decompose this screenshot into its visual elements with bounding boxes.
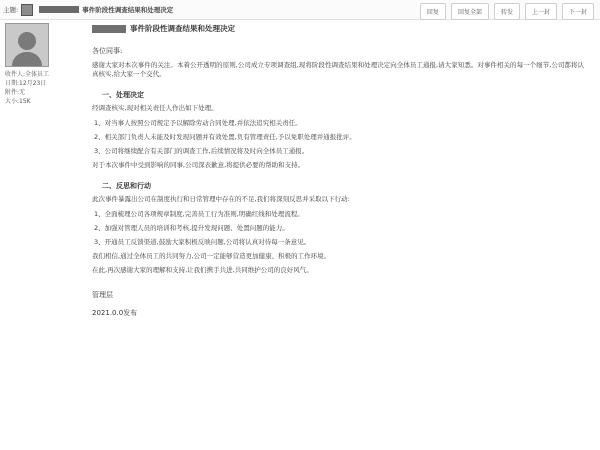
document-title	[92, 23, 584, 34]
decision-item: 3、公司将继续配合有关部门的调查工作,后续情况将及时向全体员工通报。	[94, 147, 309, 156]
meta-recipients: 收件人:全体员工	[5, 71, 50, 78]
document-title-text: 事件阶段性调查结果和处理决定	[130, 24, 235, 33]
previous-mail-button[interactable]: 上一封	[525, 3, 557, 20]
action-item: 2、加强对管理人员的培训和考核,提升发现问题、处置问题的能力。	[94, 223, 289, 232]
mail-meta	[5, 70, 49, 106]
section-heading-reflection: 二、反思和行动	[102, 182, 151, 191]
mail-subject: 事件阶段性调查结果和处理决定	[82, 6, 174, 14]
section-heading-decision: 一、处理决定	[102, 91, 144, 100]
reflection-followup-paragraph: 我们相信,通过全体员工的共同努力,公司一定能够营造更加健康、积极的工作环境。	[92, 252, 331, 261]
next-mail-button[interactable]: 下一封	[562, 3, 594, 20]
redaction-block	[92, 25, 126, 33]
reply-button[interactable]: 回复	[420, 3, 446, 20]
signature: 管理层	[92, 290, 113, 299]
decision-item: 2、相关部门负责人未能及时发现问题并有效处置,负有管理责任,予以免职处理并通报批评。	[94, 132, 356, 141]
sender-sidebar	[0, 20, 86, 450]
subject-prefix-label: 主题:	[3, 6, 19, 14]
intro-paragraph: 感谢大家对本次事件的关注。本着公开透明的原则,公司成立专项调查组,现将阶段性调查结果和处理决定向全体员工通报,请大家知悉。对事件相关的每一个细节,公司都将认真核实,给大家一个交代。	[92, 61, 584, 79]
closing-paragraph: 在此,再次感谢大家的理解和支持,让我们携手共进,共同维护公司的良好风气。	[92, 266, 313, 275]
salutation: 各位同事:	[92, 47, 123, 55]
decision-item: 1、对当事人按照公司规定予以解除劳动合同处理,并依法追究相关责任。	[94, 118, 302, 127]
action-item: 1、全面梳理公司各项规章制度,完善员工行为准则,明确红线和处理流程。	[94, 209, 304, 218]
reply-all-button[interactable]: 回复全部	[451, 3, 489, 20]
mail-body	[92, 23, 584, 318]
forward-button[interactable]: 转发	[494, 3, 520, 20]
meta-date: 日期:12月23日	[5, 80, 47, 87]
meta-attachments: 附件:无	[5, 89, 26, 96]
sender-avatar	[5, 23, 49, 67]
publish-date: 2021.0.0发布	[92, 308, 138, 317]
sender-avatar-small	[21, 4, 33, 16]
redaction-block	[39, 6, 79, 13]
meta-size: 大小:15K	[5, 98, 31, 105]
mail-actions	[420, 3, 594, 20]
action-item: 3、开通员工反馈渠道,鼓励大家积极反映问题,公司将认真对待每一条意见。	[94, 238, 311, 247]
decision-paragraph: 经调查核实,现对相关责任人作出如下处理。	[92, 104, 218, 113]
reflection-paragraph: 此次事件暴露出公司在制度执行和日常管理中存在的不足,我们将深刻反思并采取以下行动:	[92, 195, 350, 204]
decision-followup-paragraph: 对于本次事件中受到影响的同事,公司深表歉意,将提供必要的帮助和支持。	[92, 161, 305, 170]
mail-header-bar	[0, 0, 600, 20]
